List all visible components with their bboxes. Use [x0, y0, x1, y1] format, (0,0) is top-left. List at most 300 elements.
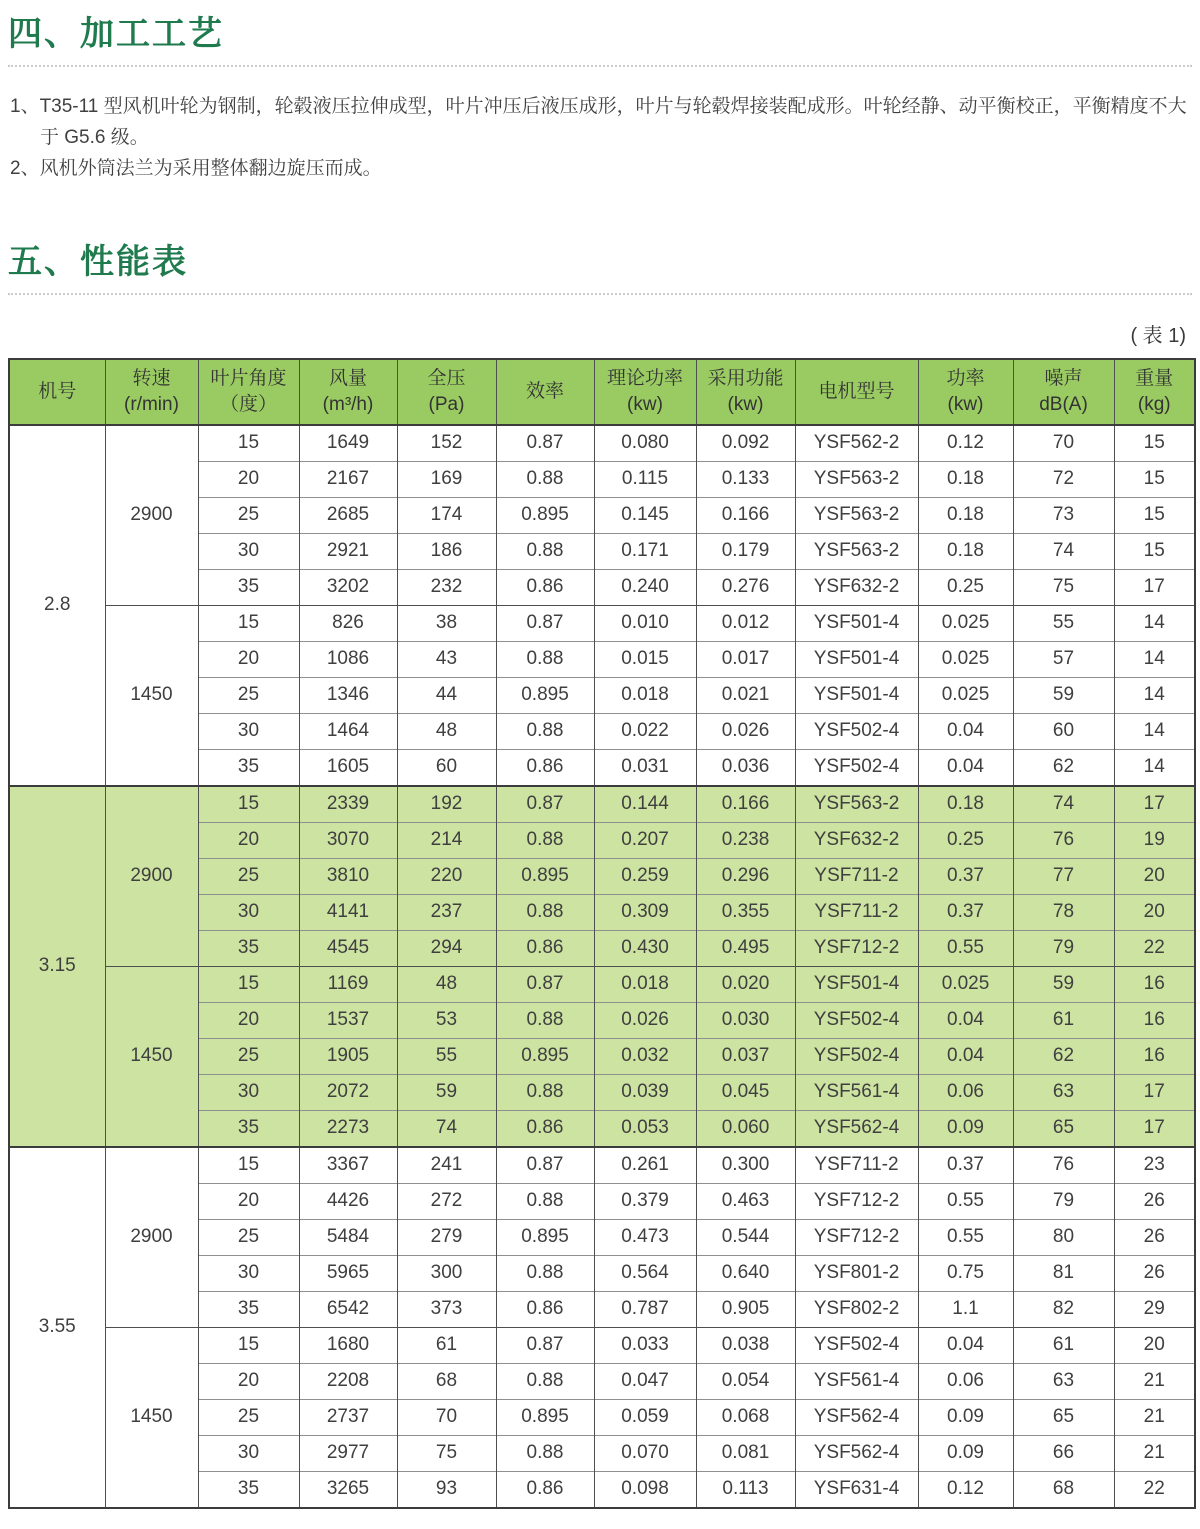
- data-cell: YSF712-2: [795, 930, 918, 966]
- data-cell: 0.070: [594, 1435, 696, 1471]
- data-cell: 1464: [299, 713, 397, 749]
- data-cell: 20: [1114, 858, 1195, 894]
- data-cell: 0.88: [496, 1363, 594, 1399]
- data-cell: YSF631-4: [795, 1471, 918, 1508]
- table-header-row-container: [9, 359, 1195, 425]
- data-cell: YSF501-4: [795, 605, 918, 641]
- data-cell: 78: [1013, 894, 1114, 930]
- data-cell: 294: [397, 930, 496, 966]
- data-cell: 0.04: [918, 1002, 1013, 1038]
- data-cell: 0.18: [918, 533, 1013, 569]
- data-cell: 2273: [299, 1110, 397, 1147]
- data-cell: 16: [1114, 1038, 1195, 1074]
- speed-cell: 2900: [105, 786, 198, 967]
- data-cell: 0.86: [496, 569, 594, 605]
- data-cell: 0.88: [496, 533, 594, 569]
- data-cell: 0.020: [696, 966, 795, 1002]
- data-cell: 19: [1114, 822, 1195, 858]
- data-cell: 174: [397, 497, 496, 533]
- column-header-6: 效率: [496, 359, 594, 425]
- data-cell: 0.88: [496, 461, 594, 497]
- data-cell: 1086: [299, 641, 397, 677]
- data-cell: YSF801-2: [795, 1255, 918, 1291]
- data-cell: 60: [1013, 713, 1114, 749]
- data-cell: 1649: [299, 425, 397, 462]
- data-cell: 192: [397, 786, 496, 823]
- data-cell: YSF562-2: [795, 425, 918, 462]
- data-cell: 15: [1114, 497, 1195, 533]
- data-cell: 0.04: [918, 1327, 1013, 1363]
- data-cell: 0.098: [594, 1471, 696, 1508]
- data-cell: 237: [397, 894, 496, 930]
- column-header-12: 重量 (kg): [1114, 359, 1195, 425]
- data-cell: 16: [1114, 1002, 1195, 1038]
- machine-number-cell: 2.8: [9, 425, 105, 786]
- data-cell: 44: [397, 677, 496, 713]
- data-cell: 0.86: [496, 1471, 594, 1508]
- column-header-2: 转速 (r/min): [105, 359, 198, 425]
- data-cell: YSF502-4: [795, 1038, 918, 1074]
- data-cell: 35: [198, 1471, 299, 1508]
- column-header-1: 机号: [9, 359, 105, 425]
- data-cell: 0.012: [696, 605, 795, 641]
- data-cell: 0.030: [696, 1002, 795, 1038]
- column-header-4: 风量 (m³/h): [299, 359, 397, 425]
- data-cell: 20: [198, 461, 299, 497]
- data-cell: 0.04: [918, 1038, 1013, 1074]
- data-cell: YSF562-4: [795, 1399, 918, 1435]
- data-cell: 0.036: [696, 749, 795, 786]
- data-cell: YSF563-2: [795, 461, 918, 497]
- data-cell: 62: [1013, 1038, 1114, 1074]
- data-cell: 30: [198, 894, 299, 930]
- data-cell: 0.895: [496, 1219, 594, 1255]
- data-cell: 2339: [299, 786, 397, 823]
- table-row: [9, 966, 1195, 1002]
- data-cell: 63: [1013, 1074, 1114, 1110]
- data-cell: 0.88: [496, 1183, 594, 1219]
- data-cell: 0.309: [594, 894, 696, 930]
- data-cell: 30: [198, 533, 299, 569]
- data-cell: 0.55: [918, 930, 1013, 966]
- data-cell: 30: [198, 1074, 299, 1110]
- data-cell: 65: [1013, 1110, 1114, 1147]
- data-cell: 214: [397, 822, 496, 858]
- data-cell: 29: [1114, 1291, 1195, 1327]
- data-cell: 0.015: [594, 641, 696, 677]
- data-cell: 0.037: [696, 1038, 795, 1074]
- data-cell: 0.640: [696, 1255, 795, 1291]
- data-cell: 0.04: [918, 749, 1013, 786]
- data-cell: YSF563-2: [795, 533, 918, 569]
- data-cell: 4141: [299, 894, 397, 930]
- data-cell: 15: [1114, 425, 1195, 462]
- data-cell: 17: [1114, 569, 1195, 605]
- data-cell: 0.032: [594, 1038, 696, 1074]
- data-cell: 0.895: [496, 858, 594, 894]
- data-cell: 15: [198, 605, 299, 641]
- data-cell: 5965: [299, 1255, 397, 1291]
- data-cell: 0.55: [918, 1183, 1013, 1219]
- data-cell: YSF712-2: [795, 1219, 918, 1255]
- table-row: [9, 605, 1195, 641]
- data-cell: 0.37: [918, 894, 1013, 930]
- data-cell: 20: [198, 1363, 299, 1399]
- data-cell: 30: [198, 1255, 299, 1291]
- data-cell: 0.010: [594, 605, 696, 641]
- data-cell: 59: [1013, 966, 1114, 1002]
- data-cell: 3265: [299, 1471, 397, 1508]
- data-cell: 0.240: [594, 569, 696, 605]
- data-cell: YSF712-2: [795, 1183, 918, 1219]
- data-cell: YSF561-4: [795, 1074, 918, 1110]
- data-cell: 0.092: [696, 425, 795, 462]
- data-cell: YSF501-4: [795, 641, 918, 677]
- data-cell: 14: [1114, 641, 1195, 677]
- data-cell: 61: [1013, 1002, 1114, 1038]
- speed-cell: 1450: [105, 605, 198, 786]
- dotted-divider: [8, 293, 1192, 295]
- speed-cell: 2900: [105, 425, 198, 606]
- data-cell: YSF711-2: [795, 894, 918, 930]
- data-cell: 0.18: [918, 497, 1013, 533]
- data-cell: 15: [1114, 461, 1195, 497]
- data-cell: 0.025: [918, 966, 1013, 1002]
- table-note: ( 表 1): [1130, 324, 1186, 347]
- data-cell: 0.133: [696, 461, 795, 497]
- data-cell: 2737: [299, 1399, 397, 1435]
- data-cell: 0.144: [594, 786, 696, 823]
- data-cell: 25: [198, 677, 299, 713]
- data-cell: 20: [1114, 894, 1195, 930]
- data-cell: 300: [397, 1255, 496, 1291]
- data-cell: 66: [1013, 1435, 1114, 1471]
- data-cell: 0.081: [696, 1435, 795, 1471]
- data-cell: 22: [1114, 1471, 1195, 1508]
- data-cell: 21: [1114, 1363, 1195, 1399]
- data-cell: 2072: [299, 1074, 397, 1110]
- data-cell: 0.207: [594, 822, 696, 858]
- data-cell: 0.045: [696, 1074, 795, 1110]
- table-row: [9, 1147, 1195, 1184]
- data-cell: 1537: [299, 1002, 397, 1038]
- data-cell: 0.296: [696, 858, 795, 894]
- section-performance-title: 五、性能表: [8, 242, 188, 281]
- data-cell: 0.276: [696, 569, 795, 605]
- data-cell: 279: [397, 1219, 496, 1255]
- data-cell: 38: [397, 605, 496, 641]
- data-cell: 76: [1013, 1147, 1114, 1184]
- data-cell: 0.787: [594, 1291, 696, 1327]
- section-processing-title: 四、加工工艺: [8, 15, 224, 53]
- data-cell: 0.060: [696, 1110, 795, 1147]
- data-cell: 0.55: [918, 1219, 1013, 1255]
- data-cell: 77: [1013, 858, 1114, 894]
- data-cell: 35: [198, 749, 299, 786]
- data-cell: 60: [397, 749, 496, 786]
- data-cell: 0.895: [496, 497, 594, 533]
- data-cell: 25: [198, 858, 299, 894]
- data-cell: 0.09: [918, 1110, 1013, 1147]
- data-cell: 61: [1013, 1327, 1114, 1363]
- data-cell: 0.564: [594, 1255, 696, 1291]
- data-cell: 15: [198, 786, 299, 823]
- data-cell: 61: [397, 1327, 496, 1363]
- data-cell: 25: [198, 497, 299, 533]
- data-cell: 0.238: [696, 822, 795, 858]
- data-cell: 20: [198, 822, 299, 858]
- data-cell: 17: [1114, 1110, 1195, 1147]
- data-cell: 0.06: [918, 1074, 1013, 1110]
- data-cell: 5484: [299, 1219, 397, 1255]
- data-cell: 25: [198, 1219, 299, 1255]
- data-cell: 0.12: [918, 425, 1013, 462]
- data-cell: YSF562-4: [795, 1435, 918, 1471]
- data-cell: 79: [1013, 1183, 1114, 1219]
- data-cell: 48: [397, 713, 496, 749]
- data-cell: 0.87: [496, 425, 594, 462]
- data-cell: YSF562-4: [795, 1110, 918, 1147]
- data-cell: YSF711-2: [795, 858, 918, 894]
- data-cell: 65: [1013, 1399, 1114, 1435]
- data-cell: 26: [1114, 1219, 1195, 1255]
- data-cell: 74: [1013, 786, 1114, 823]
- data-cell: 0.145: [594, 497, 696, 533]
- data-cell: 0.080: [594, 425, 696, 462]
- data-cell: 0.25: [918, 822, 1013, 858]
- data-cell: 220: [397, 858, 496, 894]
- data-cell: 0.179: [696, 533, 795, 569]
- data-cell: 81: [1013, 1255, 1114, 1291]
- data-cell: YSF502-4: [795, 1002, 918, 1038]
- data-cell: 73: [1013, 497, 1114, 533]
- data-cell: 0.018: [594, 677, 696, 713]
- processing-item-1: 1、T35-11 型风机叶轮为钢制，轮毂液压拉伸成型，叶片冲压后液压成形，叶片与轮毂焊接装配成形。叶轮经静、动平衡校正，平衡精度不大于 G5.6 级。: [10, 95, 1187, 148]
- data-cell: 25: [198, 1038, 299, 1074]
- data-cell: 0.88: [496, 1074, 594, 1110]
- column-header-9: 电机型号: [795, 359, 918, 425]
- data-cell: 0.87: [496, 966, 594, 1002]
- data-cell: 14: [1114, 749, 1195, 786]
- data-cell: 0.018: [594, 966, 696, 1002]
- data-cell: 1169: [299, 966, 397, 1002]
- data-cell: 0.473: [594, 1219, 696, 1255]
- data-cell: 6542: [299, 1291, 397, 1327]
- data-cell: 20: [198, 1002, 299, 1038]
- data-cell: 0.88: [496, 641, 594, 677]
- table-row: [9, 1327, 1195, 1363]
- data-cell: 53: [397, 1002, 496, 1038]
- data-cell: 0.75: [918, 1255, 1013, 1291]
- data-cell: 0.09: [918, 1399, 1013, 1435]
- data-cell: 75: [397, 1435, 496, 1471]
- data-cell: YSF502-4: [795, 713, 918, 749]
- data-cell: 25: [198, 1399, 299, 1435]
- speed-cell: 1450: [105, 1327, 198, 1508]
- data-cell: 0.88: [496, 713, 594, 749]
- data-cell: 0.25: [918, 569, 1013, 605]
- data-cell: YSF501-4: [795, 677, 918, 713]
- data-cell: 15: [198, 1147, 299, 1184]
- data-cell: 0.895: [496, 1038, 594, 1074]
- data-cell: 0.166: [696, 786, 795, 823]
- data-cell: 0.88: [496, 894, 594, 930]
- data-cell: 43: [397, 641, 496, 677]
- data-cell: 826: [299, 605, 397, 641]
- data-cell: 3367: [299, 1147, 397, 1184]
- data-cell: 74: [397, 1110, 496, 1147]
- column-header-10: 功率 (kw): [918, 359, 1013, 425]
- column-header-3: 叶片角度 （度）: [198, 359, 299, 425]
- data-cell: 0.261: [594, 1147, 696, 1184]
- data-cell: 1905: [299, 1038, 397, 1074]
- data-cell: 68: [1013, 1471, 1114, 1508]
- data-cell: 74: [1013, 533, 1114, 569]
- data-cell: YSF563-2: [795, 497, 918, 533]
- data-cell: 0.054: [696, 1363, 795, 1399]
- data-cell: 0.047: [594, 1363, 696, 1399]
- data-cell: 79: [1013, 930, 1114, 966]
- data-cell: 62: [1013, 749, 1114, 786]
- dotted-divider: [8, 65, 1192, 67]
- data-cell: 14: [1114, 713, 1195, 749]
- data-cell: 80: [1013, 1219, 1114, 1255]
- data-cell: 0.026: [594, 1002, 696, 1038]
- data-cell: 2921: [299, 533, 397, 569]
- data-cell: 72: [1013, 461, 1114, 497]
- speed-cell: 1450: [105, 966, 198, 1147]
- data-cell: 0.022: [594, 713, 696, 749]
- data-cell: YSF632-2: [795, 569, 918, 605]
- data-cell: 0.059: [594, 1399, 696, 1435]
- data-cell: 23: [1114, 1147, 1195, 1184]
- data-cell: 48: [397, 966, 496, 1002]
- data-cell: YSF561-4: [795, 1363, 918, 1399]
- data-cell: 0.04: [918, 713, 1013, 749]
- data-cell: 20: [198, 641, 299, 677]
- data-cell: 35: [198, 930, 299, 966]
- data-cell: 0.017: [696, 641, 795, 677]
- data-cell: 70: [1013, 425, 1114, 462]
- data-cell: 0.895: [496, 1399, 594, 1435]
- data-cell: 14: [1114, 605, 1195, 641]
- data-cell: 0.430: [594, 930, 696, 966]
- data-cell: 30: [198, 713, 299, 749]
- data-cell: YSF802-2: [795, 1291, 918, 1327]
- data-cell: 35: [198, 1291, 299, 1327]
- data-cell: 0.115: [594, 461, 696, 497]
- table-body: [9, 425, 1195, 1508]
- data-cell: 241: [397, 1147, 496, 1184]
- data-cell: 15: [1114, 533, 1195, 569]
- data-cell: 20: [198, 1183, 299, 1219]
- data-cell: 0.355: [696, 894, 795, 930]
- column-header-11: 噪声 dB(A): [1013, 359, 1114, 425]
- data-cell: 68: [397, 1363, 496, 1399]
- data-cell: YSF632-2: [795, 822, 918, 858]
- data-cell: 0.021: [696, 677, 795, 713]
- data-cell: 232: [397, 569, 496, 605]
- data-cell: 1346: [299, 677, 397, 713]
- data-cell: 0.37: [918, 1147, 1013, 1184]
- data-cell: 0.026: [696, 713, 795, 749]
- data-cell: 21: [1114, 1435, 1195, 1471]
- data-cell: 16: [1114, 966, 1195, 1002]
- data-cell: 0.544: [696, 1219, 795, 1255]
- data-cell: 0.068: [696, 1399, 795, 1435]
- data-cell: 0.895: [496, 677, 594, 713]
- data-cell: 15: [198, 1327, 299, 1363]
- data-cell: 0.88: [496, 822, 594, 858]
- data-cell: 186: [397, 533, 496, 569]
- data-cell: 0.86: [496, 1291, 594, 1327]
- data-cell: 0.88: [496, 1002, 594, 1038]
- data-cell: 169: [397, 461, 496, 497]
- data-cell: 4545: [299, 930, 397, 966]
- data-cell: 2685: [299, 497, 397, 533]
- data-cell: 0.053: [594, 1110, 696, 1147]
- data-cell: 20: [1114, 1327, 1195, 1363]
- data-cell: 0.86: [496, 930, 594, 966]
- table-row: [9, 425, 1195, 462]
- data-cell: 15: [198, 425, 299, 462]
- data-cell: 0.038: [696, 1327, 795, 1363]
- processing-item-2: 2、风机外筒法兰为采用整体翻边旋压而成。: [10, 157, 382, 179]
- data-cell: 55: [1013, 605, 1114, 641]
- data-cell: 3810: [299, 858, 397, 894]
- data-cell: 17: [1114, 786, 1195, 823]
- data-cell: 0.031: [594, 749, 696, 786]
- data-cell: 0.905: [696, 1291, 795, 1327]
- data-cell: 2977: [299, 1435, 397, 1471]
- data-cell: 0.09: [918, 1435, 1013, 1471]
- data-cell: 22: [1114, 930, 1195, 966]
- performance-table: [8, 358, 1196, 1509]
- data-cell: 0.171: [594, 533, 696, 569]
- column-header-8: 采用功能 (kw): [696, 359, 795, 425]
- data-cell: YSF502-4: [795, 749, 918, 786]
- data-cell: 0.18: [918, 786, 1013, 823]
- column-header-5: 全压 (Pa): [397, 359, 496, 425]
- data-cell: 0.379: [594, 1183, 696, 1219]
- data-cell: 57: [1013, 641, 1114, 677]
- data-cell: 0.87: [496, 786, 594, 823]
- data-cell: 0.86: [496, 1110, 594, 1147]
- data-cell: 15: [198, 966, 299, 1002]
- data-cell: 3070: [299, 822, 397, 858]
- data-cell: 373: [397, 1291, 496, 1327]
- column-header-7: 理论功率 (kw): [594, 359, 696, 425]
- data-cell: 76: [1013, 822, 1114, 858]
- data-cell: 59: [397, 1074, 496, 1110]
- data-cell: 0.259: [594, 858, 696, 894]
- data-cell: 0.37: [918, 858, 1013, 894]
- data-cell: 0.88: [496, 1435, 594, 1471]
- machine-number-cell: 3.55: [9, 1147, 105, 1508]
- data-cell: 2208: [299, 1363, 397, 1399]
- data-cell: 14: [1114, 677, 1195, 713]
- data-cell: 1680: [299, 1327, 397, 1363]
- data-cell: 0.166: [696, 497, 795, 533]
- data-cell: 3202: [299, 569, 397, 605]
- data-cell: 0.025: [918, 605, 1013, 641]
- data-cell: 0.463: [696, 1183, 795, 1219]
- data-cell: 0.86: [496, 749, 594, 786]
- data-cell: 35: [198, 569, 299, 605]
- data-cell: 59: [1013, 677, 1114, 713]
- data-cell: 21: [1114, 1399, 1195, 1435]
- data-cell: 70: [397, 1399, 496, 1435]
